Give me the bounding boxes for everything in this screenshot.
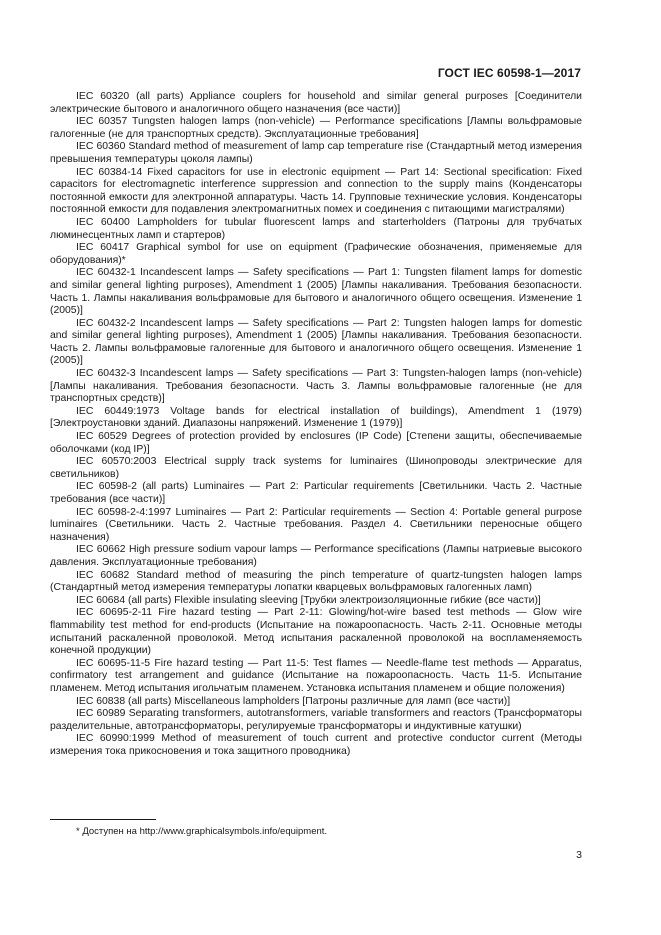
- reference-entry: IEC 60400 Lampholders for tubular fluorescent lamps and starterholders (Патроны для трубчатых люминесцентных ламп и стартеров): [50, 216, 582, 241]
- reference-entry: IEC 60989 Separating transformers, autotransformers, variable transformers and reactors (Трансформаторы разделительные, автотрансформаторы, регулируемые трансформаторы и индуктивные катушки): [50, 708, 582, 732]
- footnote: * Доступен на http://www.graphicalsymbols.info/equipment.: [76, 826, 328, 837]
- reference-entry: IEC 60682 Standard method of measuring the pinch temperature of quartz-tungsten halogen lamps (Стандартный метод измерения температуры лопатки кварцевых вольфрамовых галогенных ламп): [50, 569, 582, 594]
- reference-entry: IEC 60990:1999 Method of measurement of touch current and protective conductor current (Методы измерения тока прикосновения и тока защитного проводника): [50, 733, 582, 757]
- reference-entry: IEC 60529 Degrees of protection provided by enclosures (IP Code) [Степени защиты, обеспечиваемые оболочками (код IP)]: [50, 431, 582, 455]
- reference-entry: IEC 60417 Graphical symbol for use on equipment (Графические обозначения, применяемые для оборудования)*: [50, 242, 582, 266]
- reference-entry: IEC 60598-2-4:1997 Luminaires — Part 2: Particular requirements — Section 4: Portable general purpose luminaires (Светильники. Часть 2. Частные требования. Раздел 4. Светильники переносные общего назначения): [50, 506, 582, 543]
- reference-entry: IEC 60432-1 Incandescent lamps — Safety specifications — Part 1: Tungsten filament lamps for domestic and similar general lighting purposes), Amendment 1 (2005) [Лампы накаливания. Требования безопасности. Часть 1. Лампы накаливания вольфрамовые для бытового и аналогичного общего освещения. Изменение 1 (2005)]: [50, 267, 582, 317]
- reference-entry: IEC 60449:1973 Voltage bands for electrical installation of buildings), Amendment 1 (1979) [Электроустановки зданий. Диапазоны напряжений. Изменение 1 (1979)]: [50, 405, 582, 430]
- reference-entry: IEC 60432-2 Incandescent lamps — Safety specifications — Part 2: Tungsten halogen lamps for domestic and similar general lighting purposes), Amendment 1 (2005) [Лампы накаливания. Требования безопасности. Часть 2. Лампы вольфрамовые галогенные для бытового и аналогичного общего освещения. Изменение 1 (2005)]: [50, 317, 582, 367]
- reference-entry: IEC 60384-14 Fixed capacitors for use in electronic equipment — Part 14: Sectional specification: Fixed capacitors for electromagnetic interference suppression and connection to the supply mains (Конденсаторы постоянной емкости для электронной аппаратуры. Часть 14. Групповые технические условия. Конденсаторы постоянной емкости для подавления электромагнитных помех и соединения с питающими магистралями): [50, 166, 582, 216]
- document-header: ГОСТ IEC 60598-1—2017: [437, 66, 581, 80]
- reference-entry: IEC 60695-2-11 Fire hazard testing — Part 2-11: Glowing/hot-wire based test methods — Glow wire flammability test method for end-products (Испытание на пожароопасность. Часть 2-11. Основные методы испытаний раскаленной проволокой. Метод испытания раскаленной проволокой на воспламеняемость конечной продукции): [50, 607, 582, 657]
- reference-entry: IEC 60570:2003 Electrical supply track systems for luminaires (Шинопроводы электрические для светильников): [50, 456, 582, 480]
- reference-entry: IEC 60360 Standard method of measurement of lamp cap temperature rise (Стандартный метод измерения превышения температуры цоколя лампы): [50, 141, 582, 165]
- reference-entry: IEC 60684 (all parts) Flexible insulating sleeving [Трубки электроизоляционные гибкие (все части)]: [76, 594, 541, 606]
- reference-entry: IEC 60320 (all parts) Appliance couplers for household and similar general purposes [Соединители электрические бытового и аналогичного общего назначения (все части)]: [50, 91, 582, 115]
- reference-entry: IEC 60838 (all parts) Miscellaneous lampholders [Патроны различные для ламп (все части)]: [76, 695, 511, 707]
- footnote-divider: [50, 819, 156, 820]
- references-list: [50, 91, 582, 758]
- reference-entry: IEC 60598-2 (all parts) Luminaires — Part 2: Particular requirements [Светильники. Часть 2. Частные требования (все части)]: [50, 481, 582, 505]
- reference-entry: IEC 60662 High pressure sodium vapour lamps — Performance specifications (Лампы натриевые высокого давления. Эксплуатационные требования): [50, 544, 582, 568]
- reference-entry: IEC 60432-3 Incandescent lamps — Safety specifications — Part 3: Tungsten-halogen lamps (non-vehicle) [Лампы накаливания. Требования безопасности. Часть 3. Лампы вольфрамовые галогенные (не для транспортных средств)]: [50, 368, 582, 405]
- reference-entry: IEC 60357 Tungsten halogen lamps (non-vehicle) — Performance specifications [Лампы вольфрамовые галогенные (не для транспортных средств). Эксплуатационные требования]: [50, 116, 582, 140]
- page-number: 3: [576, 849, 582, 861]
- reference-entry: IEC 60695-11-5 Fire hazard testing — Part 11-5: Test flames — Needle-flame test methods — Apparatus, confirmatory test arrangement and guidance (Испытание на пожароопасность. Часть 11-5. Испытание пламенем. Метод испытания игольчатым пламенем. Установка испытания пламенем и общие положения): [50, 657, 582, 694]
